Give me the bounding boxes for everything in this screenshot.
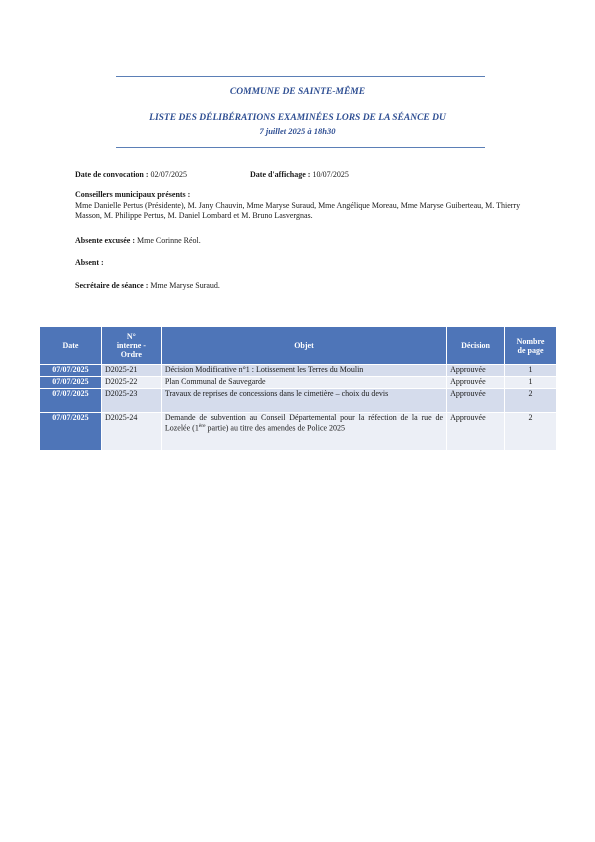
presents-block (75, 190, 530, 222)
row-pages: 2 (505, 389, 557, 413)
row-date: 07/07/2025 (40, 389, 102, 413)
table-row (40, 365, 557, 377)
affichage-value: 10/07/2025 (312, 170, 349, 179)
header-numero-line1: N° (126, 332, 136, 341)
row-pages: 2 (505, 413, 557, 451)
row-decision: Approuvée (447, 365, 505, 377)
absent-line (75, 258, 104, 268)
presents-text: Mme Danielle Pertus (Présidente), M. Jany Chauvin, Mme Maryse Suraud, Mme Angélique Moreau, Mme Maryse Guiberteau, M. Thierry Masson, M. Philippe Pertus, M. Daniel Lombard et M. Bruno Lasvergnas. (75, 200, 521, 220)
row-objet-superscript: ère (198, 423, 206, 429)
table-header-row (40, 327, 557, 365)
bottom-rule (116, 147, 485, 148)
row-date: 07/07/2025 (40, 377, 102, 389)
row-numero: D2025-23 (101, 389, 161, 413)
affichage-label: Date d'affichage : (250, 170, 311, 179)
header-pages-line1: Nombre (516, 336, 545, 346)
affichage-line (250, 170, 349, 180)
secretaire-value: Mme Maryse Suraud. (150, 281, 220, 290)
header-numero (101, 327, 161, 365)
presents-label: Conseillers municipaux présents : (75, 190, 191, 199)
table-row (40, 377, 557, 389)
row-numero: D2025-24 (101, 413, 161, 451)
row-objet: Travaux de reprises de concessions dans le cimetière – choix du devis (161, 389, 446, 413)
table-row (40, 413, 557, 451)
document-title: LISTE DES DÉLIBÉRATIONS EXAMINÉES LORS DE LA SÉANCE DU (149, 113, 446, 123)
row-objet: Plan Communal de Sauvegarde (161, 377, 446, 389)
absente-value: Mme Corinne Réol. (136, 236, 201, 245)
deliberations-table (39, 326, 557, 451)
row-numero: D2025-22 (101, 377, 161, 389)
row-decision: Approuvée (447, 413, 505, 451)
absente-label: Absente excusée : (75, 236, 135, 245)
row-numero: D2025-21 (101, 365, 161, 377)
header-numero-line2: interne - (116, 341, 146, 350)
header-pages (505, 327, 557, 365)
row-date: 07/07/2025 (40, 365, 102, 377)
header-date: Date (40, 327, 102, 365)
session-date: 7 juillet 2025 à 18h30 (259, 126, 336, 136)
absent-label: Absent : (75, 258, 104, 267)
row-pages: 1 (505, 365, 557, 377)
commune-title: COMMUNE DE SAINTE-MÊME (229, 87, 366, 97)
absente-line (75, 236, 201, 246)
row-pages: 1 (505, 377, 557, 389)
row-decision: Approuvée (447, 377, 505, 389)
row-objet-part2: partie) au titre des amendes de Police 2025 (205, 423, 346, 433)
row-objet (161, 413, 446, 451)
table-row (40, 389, 557, 413)
convocation-label: Date de convocation : (75, 170, 149, 179)
header-decision: Décision (447, 327, 505, 365)
header-objet: Objet (161, 327, 446, 365)
row-objet: Décision Modificative n°1 : Lotissement les Terres du Moulin (161, 365, 446, 377)
row-date: 07/07/2025 (40, 413, 102, 451)
row-objet-part1: Demande de subvention au Conseil Départemental pour la réfection de la rue de Lozelée (1 (164, 413, 444, 433)
header-numero-line3: Ordre (120, 350, 142, 359)
convocation-value: 02/07/2025 (150, 170, 187, 179)
secretaire-label: Secrétaire de séance : (75, 281, 149, 290)
row-decision: Approuvée (447, 389, 505, 413)
top-rule (116, 76, 485, 77)
header-pages-line2: de page (517, 345, 544, 355)
secretaire-line (75, 281, 220, 291)
convocation-line (75, 170, 187, 180)
